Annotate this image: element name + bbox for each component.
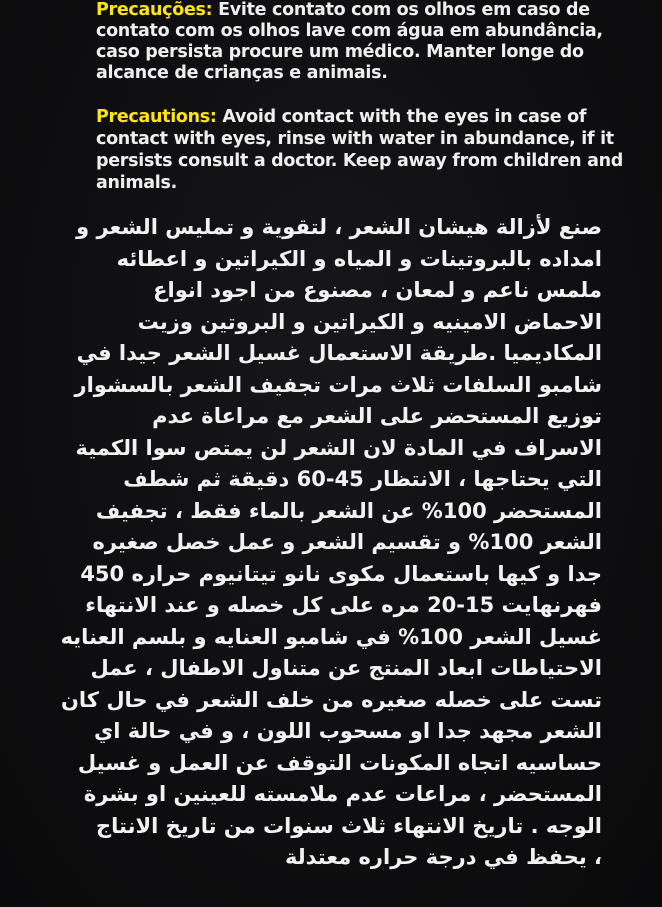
arabic-line: امداده بالبروتينات و المياه و الكيراتين و اعطائه <box>116 246 602 271</box>
arabic-line: المستحضر 100% عن الشعر بالماء فقط ، تجفيف <box>95 498 602 523</box>
arabic-line: فهرنهايت 15-20 مره على كل خصله و عند الانتهاء <box>85 593 602 617</box>
arabic-line: المكاديميا .طريقة الاستعمال غسيل الشعر جيدا في <box>76 341 602 365</box>
precautions-portuguese <box>96 0 624 84</box>
arabic-line: توزيع المستحضر على الشعر مع مراعاة عدم <box>152 404 602 428</box>
arabic-line: الاسراف في المادة لان الشعر لن يمتص سوا الكمية <box>75 435 602 460</box>
arabic-line: الاحتياطات ابعاد المنتج عن متناول الاطفال ، عمل <box>90 656 602 680</box>
precautions-english-keyword: Precautions: <box>96 107 217 127</box>
precautions-portuguese-text: Evite contato com os olhos em caso de contato com os olhos lave com água em abundância, caso persista procure um médico. Manter longe do alcance de crianças e animais. <box>96 0 603 83</box>
arabic-line: المستحضر ، مراعات عدم ملامسته للعينين او بشرة <box>83 782 602 806</box>
arabic-line: جدا و كيها باستعمال مكوى نانو تيتانيوم حراره 450 <box>80 561 602 586</box>
arabic-line: الاحماض الامينيه و الكيراتين و البروتين وزيت <box>137 309 602 334</box>
arabic-line: الوجه . تاريخ الانتهاء ثلاث سنوات من تاريخ الانتاج <box>96 813 602 838</box>
precautions-english-text: Avoid contact with the eyes in case of contact with eyes, rinse with water in abundance, if it persists consult a doctor. Keep away from children and animals. <box>96 107 623 193</box>
arabic-line: ، يحفظ في درجة حراره معتدلة <box>285 845 602 869</box>
arabic-line: غسيل الشعر 100% في شامبو العنايه و بلسم العنايه <box>60 624 602 649</box>
arabic-line: حساسيه اتجاه المكونات التوقف عن العمل و غسيل <box>77 750 602 775</box>
arabic-description <box>62 212 602 874</box>
arabic-line: شامبو السلفات ثلاث مرات تجفيف الشعر بالسشوار <box>74 372 602 397</box>
precautions-english <box>96 106 624 194</box>
precautions-portuguese-keyword: Precauções: <box>96 0 213 20</box>
arabic-line: الشعر مجهد جدا او مسحوب اللون ، و في حالة اي <box>94 719 602 743</box>
arabic-line: تست على خصله صغيره من خلف الشعر في حال كان <box>60 687 602 712</box>
arabic-line: التي يحتاجها ، الانتظار 45-60 دقيقة ثم شطف <box>123 467 602 491</box>
arabic-line: الشعر 100% و تقسيم الشعر و عمل خصل صغيره <box>92 530 602 554</box>
arabic-line: ملمس ناعم و لمعان ، مصنوع من اجود انواع <box>153 278 602 302</box>
arabic-line: صنع لأزالة هيشان الشعر ، لتقوية و تمليس الشعر و <box>76 215 602 239</box>
